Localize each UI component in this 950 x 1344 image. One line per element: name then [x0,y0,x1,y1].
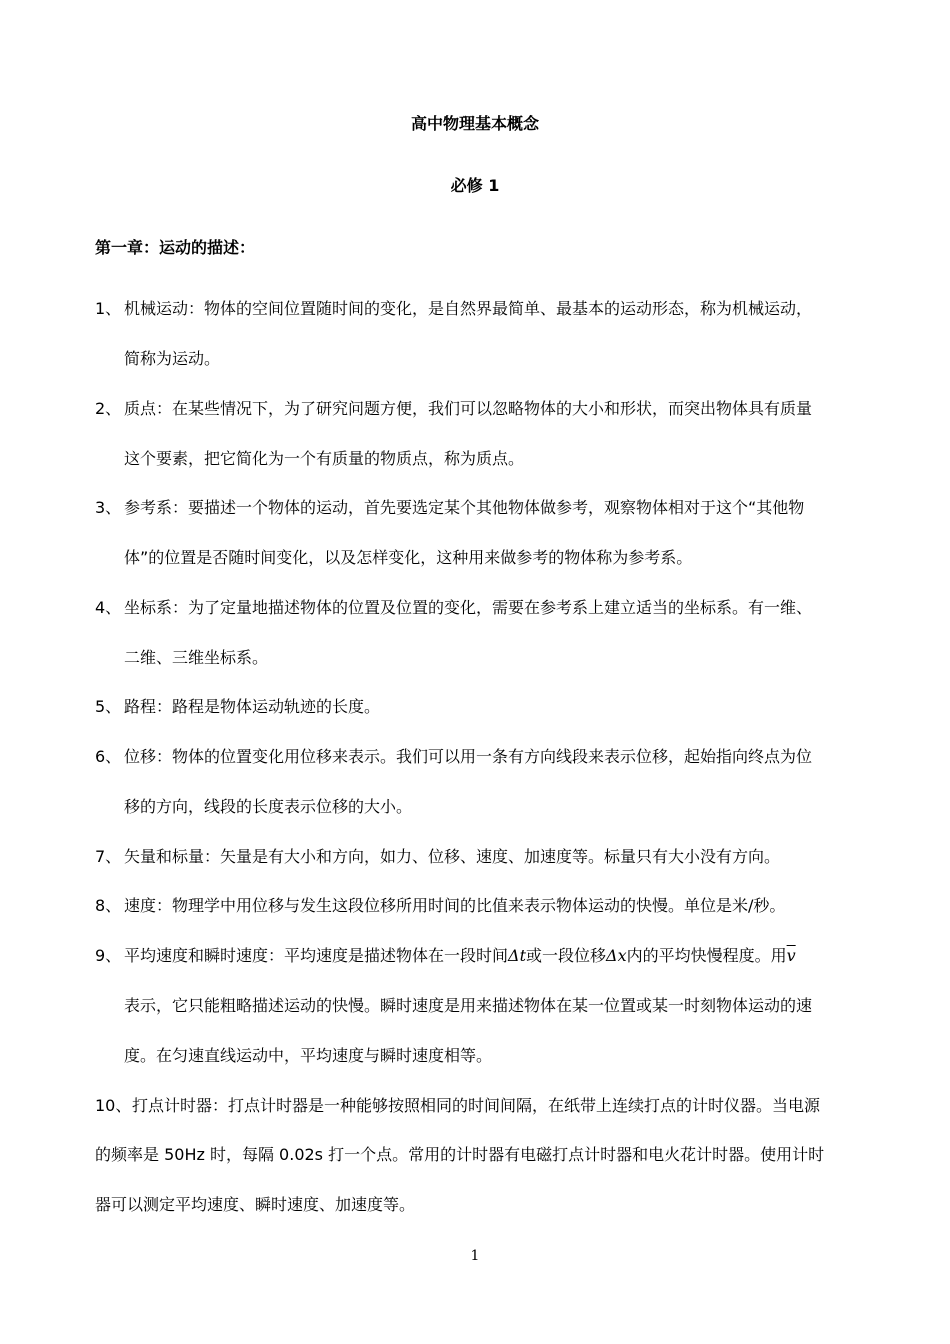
list-item-text: 简称为运动。 [124,349,221,368]
list-item-line [95,399,812,419]
list-item-text: 移的方向，线段的长度表示位移的大小。 [124,797,413,816]
list-item-line [95,697,380,717]
list-item-text: 二维、三维坐标系。 [124,648,269,667]
list-item-line [95,498,804,518]
list-item-number: 9、 [95,946,122,965]
list-item-text: 质点：在某些情况下，为了研究问题方便，我们可以忽略物体的大小和形状，而突出物体具有质量 [124,399,813,418]
list-item-text: 速度：物理学中用位移与发生这段位移所用时间的比值来表示物体运动的快慢。单位是米/秒。 [124,896,786,915]
list-item-text: 参考系：要描述一个物体的运动，首先要选定某个其他物体做参考，观察物体相对于这个“其他物 [124,498,805,517]
list-item-text: 机械运动：物体的空间位置随时间的变化，是自然界最简单、最基本的运动形态，称为机械运动， [124,299,813,318]
list-item-number: 2、 [95,399,122,418]
list-item-text: 内的平均快慢程度。用 [626,946,787,965]
chapter-heading: 第一章：运动的描述： [95,238,256,257]
list-item-text: 的频率是 50Hz 时，每隔 0.02s 打一个点。常用的计时器有电磁打点计时器和电火花计时器。使用计时 [95,1145,825,1164]
list-item-text: 或一段位移 [526,946,607,965]
list-item-text: 打点计时器：打点计时器是一种能够按照相同的时间间隔，在纸带上连续打点的计时仪器。当电源 [132,1096,821,1115]
delta-x-symbol: Δx [606,946,627,965]
list-item-text: 路程：路程是物体运动轨迹的长度。 [124,697,381,716]
list-item-number: 3、 [95,498,122,517]
delta-t-symbol: Δt [508,946,526,965]
list-item-text: 度。在匀速直线运动中，平均速度与瞬时速度相等。 [124,1046,493,1065]
list-item-number: 4、 [95,598,122,617]
list-item-line [95,598,812,618]
list-item-number: 8、 [95,896,122,915]
list-item-text: 这个要素，把它简化为一个有质量的物质点，称为质点。 [124,449,525,468]
list-item-text: 位移：物体的位置变化用位移来表示。我们可以用一条有方向线段来表示位移，起始指向终点为位 [124,747,813,766]
list-item-line [95,896,785,916]
list-item-line [95,847,780,867]
list-item-text: 平均速度和瞬时速度：平均速度是描述物体在一段时间 [124,946,509,965]
list-item-text: 坐标系：为了定量地描述物体的位置及位置的变化，需要在参考系上建立适当的坐标系。有一维、 [124,598,813,617]
list-item-line [95,946,796,966]
list-item-number: 5、 [95,697,122,716]
list-item-number: 10、 [95,1096,132,1115]
list-item-number: 1、 [95,299,122,318]
list-item-text: 体”的位置是否随时间变化，以及怎样变化，这种用来做参考的物体称为参考系。 [124,548,693,567]
page-number: 1 [470,1248,480,1264]
list-item-text: 器可以测定平均速度、瞬时速度、加速度等。 [95,1195,416,1214]
list-item-text: 矢量和标量：矢量是有大小和方向，如力、位移、速度、加速度等。标量只有大小没有方向。 [124,847,781,866]
average-velocity-symbol: $\overline{v}$ [786,946,796,965]
list-item-line [95,1096,820,1116]
document-subtitle: 必修 1 [450,176,500,195]
list-item-line [95,299,812,319]
list-item-number: 7、 [95,847,122,866]
list-item-text: 表示，它只能粗略描述运动的快慢。瞬时速度是用来描述物体在某一位置或某一时刻物体运动的速 [124,996,813,1015]
list-item-number: 6、 [95,747,122,766]
list-item-line [95,747,812,767]
document-title: 高中物理基本概念 [410,114,539,133]
